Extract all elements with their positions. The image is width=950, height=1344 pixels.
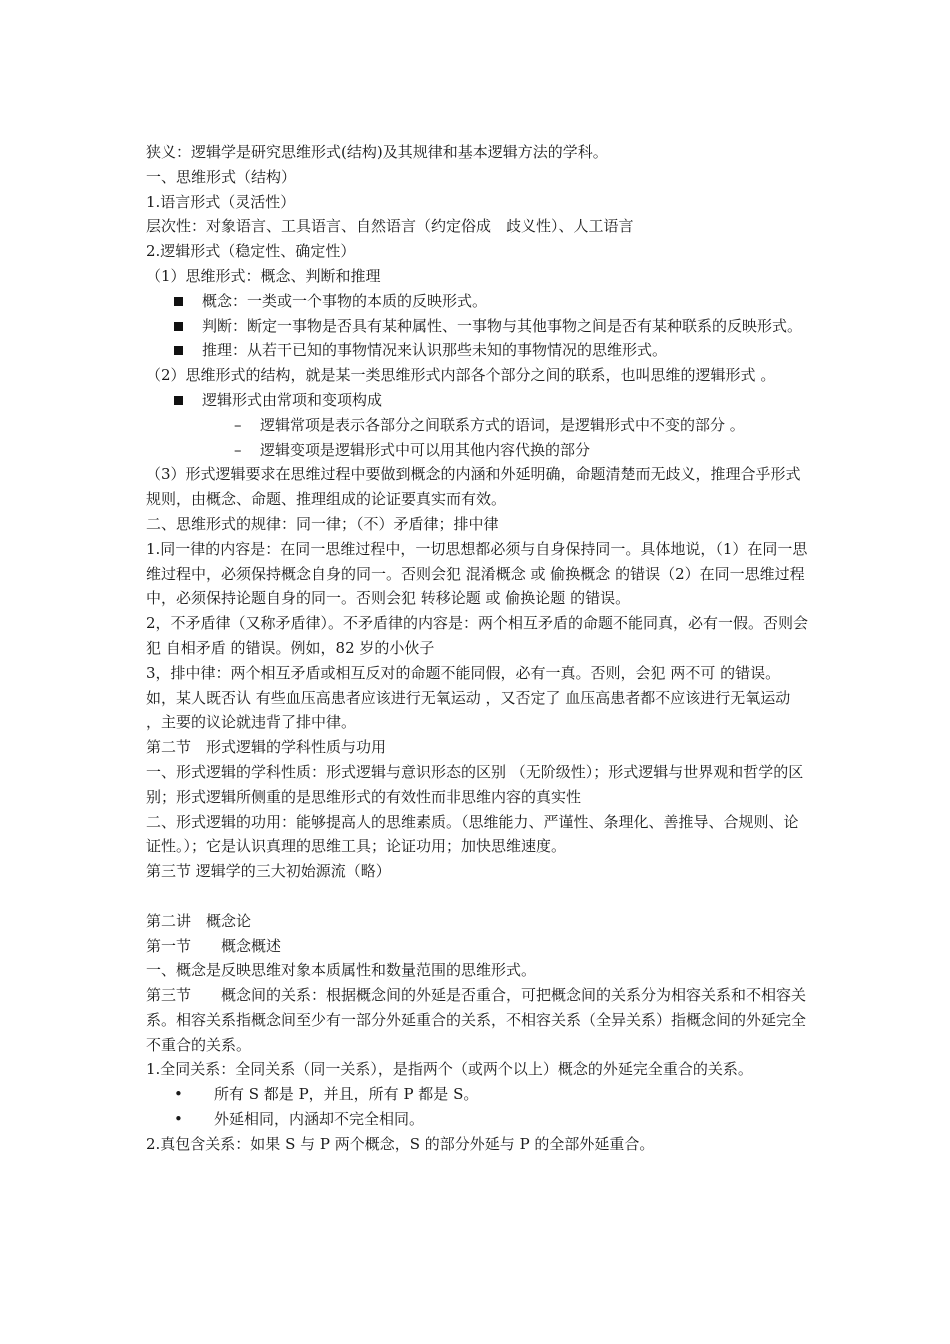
square-bullet-icon xyxy=(174,388,202,413)
chapter-heading xyxy=(146,909,810,934)
p-11 xyxy=(146,611,810,661)
text: 第一节 概念概述 xyxy=(146,936,282,955)
list-item xyxy=(146,413,810,438)
text: 一、概念是反映思维对象本质属性和数量范围的思维形式。 xyxy=(146,961,537,980)
text: 第三节 概念间的关系：根据概念间的外延是否重合，可把概念间的关系分为相容关系和不相容关系。相容关系指概念间至少有一部分外延重合的关系，不相容关系（全异关系）指概念间的外延完全不重合的关系。 xyxy=(146,986,807,1054)
p-3 xyxy=(146,190,810,215)
list-item xyxy=(146,388,810,413)
text: 外延相同，内涵却不完全相同。 xyxy=(214,1110,425,1129)
list-item xyxy=(146,338,810,363)
dash-bullet-icon: – xyxy=(234,440,242,459)
text: 层次性：对象语言、工具语言、自然语言（约定俗成 歧义性）、人工语言 xyxy=(146,217,634,236)
p-13 xyxy=(146,760,810,810)
p-5 xyxy=(146,239,810,264)
square-bullet-icon xyxy=(174,338,202,363)
text: 逻辑变项是逻辑形式中可以用其他内容代换的部分 xyxy=(260,440,591,459)
text: 一、形式逻辑的学科性质：形式逻辑与意识形态的区别 （无阶级性）；形式逻辑与世界观和哲学的区别；形式逻辑所侧重的是思维形式的有效性而非思维内容的真实性 xyxy=(146,762,804,806)
p-17 xyxy=(146,1057,810,1082)
p-16 xyxy=(146,983,810,1057)
p-6 xyxy=(146,264,810,289)
text: 二、思维形式的规律：同一律；（不）矛盾律；排中律 xyxy=(146,514,499,533)
section-heading xyxy=(146,735,810,760)
text: 2.真包含关系：如果 S 与 P 两个概念，S 的部分外延与 P 的全部外延重合。 xyxy=(146,1134,655,1153)
text: 第三节 逻辑学的三大初始源流（略） xyxy=(146,862,391,881)
spacer xyxy=(146,884,810,909)
list-item xyxy=(146,438,810,463)
list-item xyxy=(146,1082,810,1107)
list-item xyxy=(146,314,810,339)
text: 二、形式逻辑的功用：能够提高人的思维素质。（思维能力、严谨性、条理化、善推导、合规则、论证性。）；它是认识真理的思维工具；论证功用；加快思维速度。 xyxy=(146,812,799,856)
text: 判断：断定一事物是否具有某种属性、一事物与其他事物之间是否有某种联系的反映形式。 xyxy=(202,316,803,335)
text: 狭义：逻辑学是研究思维形式(结构)及其规律和基本逻辑方法的学科。 xyxy=(146,143,608,161)
list-item xyxy=(146,1107,810,1132)
text: 逻辑形式由常项和变项构成 xyxy=(202,390,383,409)
p-7 xyxy=(146,363,810,388)
text: 推理：从若干已知的事物情况来认识那些未知的事物情况的思维形式。 xyxy=(202,341,668,360)
p-15 xyxy=(146,958,810,983)
section-heading xyxy=(146,934,810,959)
dot-bullet-icon: • xyxy=(174,1085,183,1104)
text: （1）思维形式：概念、判断和推理 xyxy=(146,266,381,285)
text: （3）形式逻辑要求在思维过程中要做到概念的内涵和外延明确，命题清楚而无歧义，推理合乎形式规则，由概念、命题、推理组成的论证要真实而有效。 xyxy=(146,465,801,509)
p-8 xyxy=(146,462,810,512)
p-18 xyxy=(146,1132,810,1157)
p-2 xyxy=(146,165,810,190)
text: 所有 S 都是 P，并且，所有 P 都是 S。 xyxy=(214,1085,479,1104)
p-12 xyxy=(146,661,810,735)
text: 2，不矛盾律（又称矛盾律）。不矛盾律的内容是：两个相互矛盾的命题不能同真，必有一假。否则会犯 自相矛盾 的错误。例如，82 岁的小伙子 xyxy=(146,614,809,657)
text: 第二讲 概念论 xyxy=(146,911,252,930)
list-item xyxy=(146,289,810,314)
p-10 xyxy=(146,537,810,611)
text: 一、思维形式（结构） xyxy=(146,167,297,186)
text: 1.同一律的内容是：在同一思维过程中，一切思想都必须与自身保持同一。具体地说，（1）在同一思维过程中，必须保持概念自身的同一。否则会犯 混淆概念 或 偷换概念 的错误（2）在同一思维过程中，必须保持论题自身的同一。否则会犯 转移论题 或 偷换论题 的错误。 xyxy=(146,539,808,608)
square-bullet-icon xyxy=(174,289,202,314)
text: 2.逻辑形式（稳定性、确定性） xyxy=(146,242,356,261)
p-1 xyxy=(146,140,810,165)
p-9 xyxy=(146,512,810,537)
dot-bullet-icon: • xyxy=(174,1110,183,1129)
text: 3，排中律：两个相互矛盾或相互反对的命题不能同假，必有一真。否则，会犯 两不可 的错误。如，某人既否认 有些血压高患者应该进行无氧运动 ，又否定了 血压高患者都不应该进行无氧运动 ，主要的议论就违背了排中律。 xyxy=(146,663,791,732)
text: 逻辑常项是表示各部分之间联系方式的语词，是逻辑形式中不变的部分 。 xyxy=(260,415,745,434)
p-14 xyxy=(146,810,810,860)
dash-bullet-icon: – xyxy=(234,415,242,434)
square-bullet-icon xyxy=(174,314,202,339)
text: 1.全同关系：全同关系（同一关系），是指两个（或两个以上）概念的外延完全重合的关系。 xyxy=(146,1060,753,1079)
section-heading xyxy=(146,859,810,884)
p-4 xyxy=(146,214,810,239)
text: （2）思维形式的结构，就是某一类思维形式内部各个部分之间的联系，也叫思维的逻辑形式 。 xyxy=(146,366,776,385)
document-body xyxy=(146,140,810,1157)
text: 第二节 形式逻辑的学科性质与功用 xyxy=(146,738,387,757)
text: 1.语言形式（灵活性） xyxy=(146,192,296,211)
text: 概念：一类或一个事物的本质的反映形式。 xyxy=(202,291,488,310)
